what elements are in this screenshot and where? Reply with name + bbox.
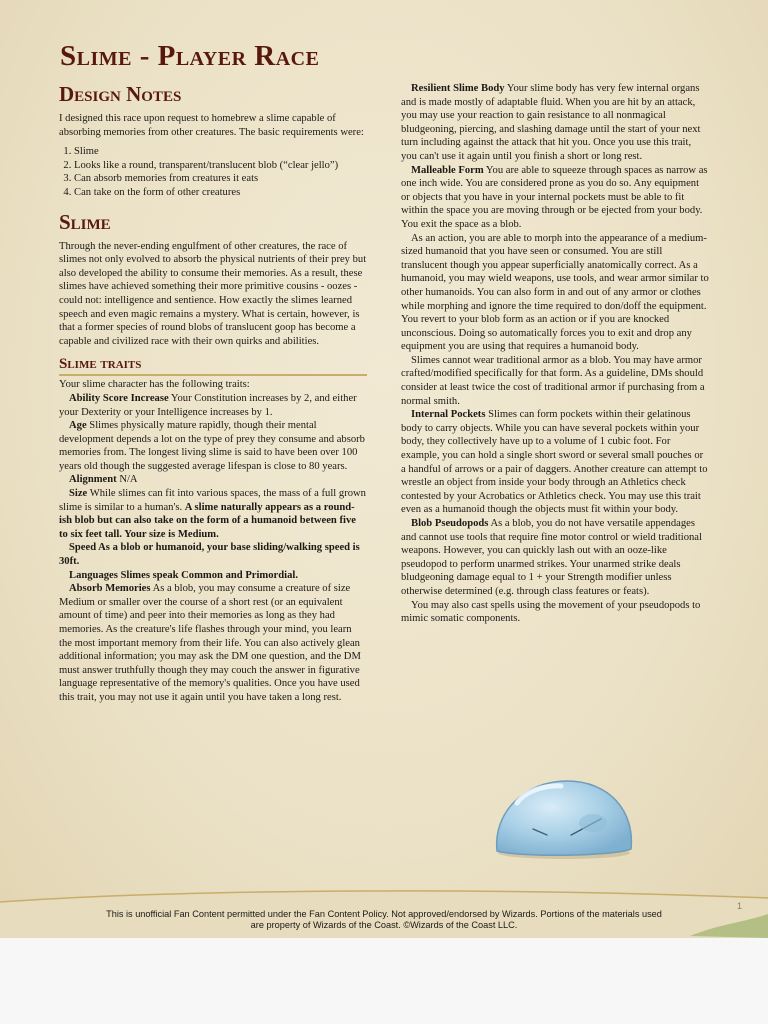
viewer-background — [0, 938, 768, 1024]
trait-label: Malleable Form — [411, 164, 484, 176]
trait-text: N/A — [116, 474, 138, 486]
requirement-item: 1. Slime — [74, 145, 367, 159]
page-title: Slime - Player Race — [60, 40, 320, 72]
morph-paragraph: As an action, you are able to morph into the appearance of a medium-sized humanoid that you have seen or consumed. You are still translucent though you appear superficially anatomically correct. As a humanoid, you may wield weapons, use tools, and wear armor similar to other humanoids. You can also form in and out of any armor or clothes while morphing and ignore the time required to don/doff the equipment. You revert to your blob form as an action or if you are knocked unconscious. Doing so automatically forces you to exit and drop any equipment you are using that requires a humanoid body. — [401, 232, 709, 353]
trait-label: Ability Score Increase — [69, 392, 169, 404]
trait-label: Alignment — [69, 474, 117, 486]
right-column — [401, 82, 709, 626]
trait-text: Your Constitution increases by 2, and either your Dexterity or your Intelligence increases by 1. — [59, 392, 357, 418]
trait-label: Age — [69, 420, 87, 432]
trait-size — [59, 487, 367, 541]
slime-illustration — [489, 773, 639, 859]
trait-malleable-form — [401, 164, 709, 232]
requirements-list — [59, 145, 367, 199]
requirement-item: 3. Can absorb memories from creatures it eats — [74, 172, 367, 186]
trait-text: As a blob, you may consume a creature of size Medium or smaller over the course of a short rest (or an equivalent amount of time) and peer into their memories as long as they had memories. As the creature's life flashes through your mind, you learn the most important memory from their life. You can also actively glean additional information; you may ask the DM one question, and the DM must answer truthfully though they may couch the answer in figurative language representative of the memory's qualities. Once you have used this trait, you may not use it again until you have taken a long rest. — [59, 583, 361, 703]
trait-speed — [59, 541, 367, 568]
slime-heading: Slime — [59, 209, 111, 234]
trait-text: Slimes can form pockets within their gelatinous body to carry objects. While you can have several pockets within your body, they collectively have up to a volume of 1 cubic foot. For example, you can hold a single short sword or several small pouches or a handful of arrows or a pair of daggers. Another creature can attempt to wrestle an object from inside your body through an Athletics check contested by your Acrobatics or Athletics check. You may use this trait even as a humanoid though the objects must fit within your body. — [401, 409, 708, 516]
footer-line: This is unofficial Fan Content permitted under the Fan Content Policy. Not approved/endorsed by Wizards. Portions of the materials used — [106, 909, 662, 919]
footer-line: are property of Wizards of the Coast. ©Wizards of the Coast LLC. — [250, 920, 518, 930]
requirement-item: 2. Looks like a round, transparent/translucent blob (“clear jello”) — [74, 159, 367, 173]
trait-text: As a blob, you do not have versatile appendages and cannot use tools that require fine motor control or wield traditional weapons. However, you can quickly lash out with an ooze-like pseudopod to perform unarmed strikes. Your unarmed strike deals bludgeoning damage equal to 1 + your Strength modifier unless otherwise determined (e.g. through class features or feats). — [401, 518, 702, 597]
trait-resilient-body — [401, 82, 709, 164]
spells-paragraph: You may also cast spells using the movement of your pseudopods to mimic somatic components. — [401, 599, 701, 625]
trait-label: Resilient Slime Body — [411, 83, 505, 94]
left-column — [59, 82, 367, 705]
trait-text: Slimes physically mature rapidly, though their mental development depends a lot on the type of prey they consume and absorb memories from. The longest living slime is said to have been over 100 years old though the suggested average lifespan is close to 80 years. — [59, 420, 365, 472]
trait-languages — [59, 569, 367, 583]
trait-alignment — [59, 473, 367, 487]
design-notes-intro: I designed this race upon request to homebrew a slime capable of absorbing memories from other creatures. The basic requirements were: — [59, 113, 364, 138]
armor-paragraph: Slimes cannot wear traditional armor as a blob. You may have armor crafted/modified specifically for that form. As a guideline, DMs should consider at least twice the cost of traditional armor if purchasing from a normal smith. — [401, 354, 705, 407]
trait-text: You are able to squeeze through spaces as narrow as one inch wide. You are considered prone as you do so. Any equipment or objects that you have in your internal pockets must be able to fit within the space you are moving through or be ejected from your body. You exit the space as a blob. — [401, 164, 708, 230]
trait-absorb-memories — [59, 582, 367, 704]
trait-label: Languages — [69, 569, 118, 581]
requirement-item: 4. Can take on the form of other creatures — [74, 186, 367, 200]
trait-label: Blob Pseudopods — [411, 518, 489, 529]
trait-ability-score — [59, 392, 367, 419]
trait-label: Internal Pockets — [411, 409, 486, 421]
trait-text-bold: A slime naturally appears as a round-ish blob but can also take on the form of a humanoid between five to six feet tall. Your size is Medium. — [59, 501, 356, 540]
trait-text: Your slime body has very few internal organs and is made mostly of adaptable fluid. When you are hit by an attack, you may use your reaction to gain resistance to all nonmagical bludgeoning, piercing, and slashing damage until the start of your next turn including against the attack that hit you. Once you use this trait, you can't use it again until you finish a short or long rest. — [401, 83, 701, 162]
slime-description: Through the never-ending engulfment of other creatures, the race of slimes not only evolved to absorb the physical nutrients of their prey but also developed the ability to consume their memories. As a result, these slimes have achieved something their more primitive cousins - oozes - could not: intelligence and sentience. How exactly the slimes learned speech and even magic remains a mystery. What is certain, however, is that a former species of round blobs of translucent goop has become a capable and civilized race with their own quirks and abilities. — [59, 240, 367, 347]
trait-text: As a blob or humanoid, your base sliding/walking speed is 30ft. — [59, 542, 360, 568]
trait-text: While slimes can fit into various spaces, the mass of a full grown slime is similar to a human's. — [59, 488, 366, 513]
page-number: 1 — [737, 901, 743, 911]
trait-internal-pockets — [401, 408, 709, 517]
trait-text: Slimes speak Common and Primordial. — [117, 569, 298, 581]
trait-label: Size — [69, 488, 88, 500]
slime-traits-heading: Slime traits — [59, 356, 367, 376]
traits-intro: Your slime character has the following traits: — [59, 379, 250, 391]
trait-blob-pseudopods — [401, 517, 709, 599]
legal-footer — [40, 909, 728, 931]
trait-label: Absorb Memories — [69, 583, 151, 595]
trait-age — [59, 419, 367, 473]
trait-label: Speed — [69, 542, 97, 554]
design-notes-heading: Design Notes — [59, 82, 182, 106]
